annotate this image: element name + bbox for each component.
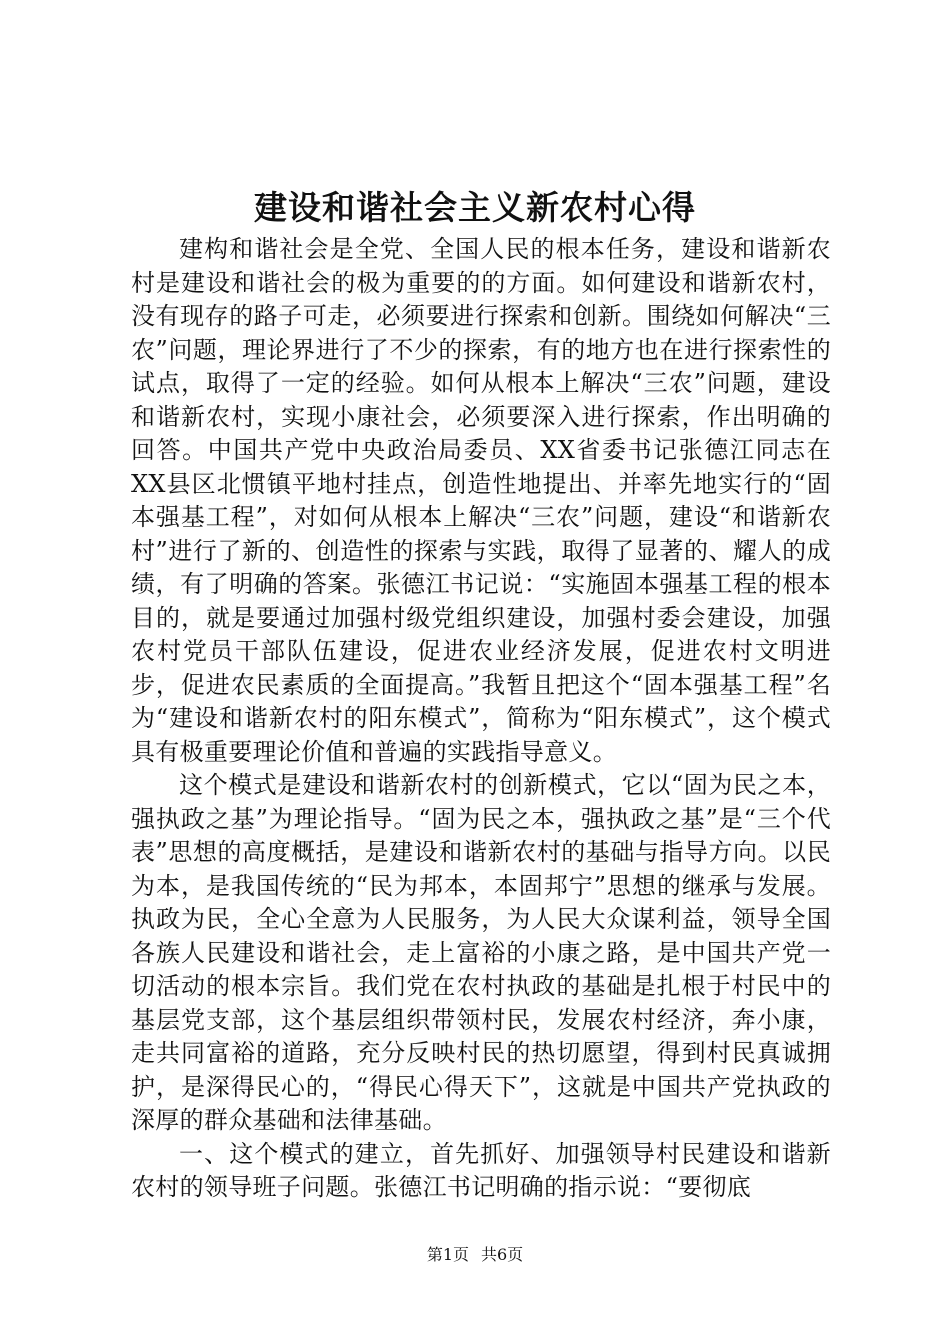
paragraph-1: 建构和谐社会是全党、全国人民的根本任务，建设和谐新农村是建设和谐社会的极为重要的的方面。如何建设和谐新农村，没有现存的路子可走，必须要进行探索和创新。围绕如何解决“三农”问题，理论界进行了不少的探索，有的地方也在进行探索性的试点，取得了一定的经验。如何从根本上解决“三农”问题，建设和谐新农村，实现小康社会，必须要深入进行探索，作出明确的回答。中国共产党中央政治局委员、XX省委书记张德江同志在XX县区北惯镇平地村挂点，创造性地提出、并率先地实行的“固本强基工程”，对如何从根本上解决“三农”问题，建设“和谐新农村”进行了新的、创造性的探索与实践，取得了显著的、耀人的成绩，有了明确的答案。张德江书记说：“实施固本强基工程的根本目的，就是要通过加强村级党组织建设，加强村委会建设，加强农村党员干部队伍建设，促进农业经济发展，促进农村文明进步，促进农民素质的全面提高。”我暂且把这个“固本强基工程”名为“建设和谐新农村的阳东模式”，简称为“阳东模式”，这个模式具有极重要理论价值和普遍的实践指导意义。 — [131, 235, 831, 766]
page-footer — [0, 1244, 950, 1266]
document-body — [131, 233, 831, 1205]
document-title: 建设和谐社会主义新农村心得 — [254, 188, 696, 227]
page-total: 共6页 — [481, 1245, 524, 1264]
paragraph-3: 一、这个模式的建立，首先抓好、加强领导村民建设和谐新农村的领导班子问题。张德江书记明确的指示说：“要彻底 — [131, 1139, 831, 1201]
page-number: 第1页 — [426, 1245, 469, 1264]
paragraph-2: 这个模式是建设和谐新农村的创新模式，它以“固为民之本，强执政之基”为理论指导。“固为民之本，强执政之基”是“三个代表”思想的高度概括，是建设和谐新农村的基础与指导方向。以民为本，是我国传统的“民为邦本，本固邦宁”思想的继承与发展。执政为民，全心全意为人民服务，为人民大众谋利益，领导全国各族人民建设和谐社会，走上富裕的小康之路，是中国共产党一切活动的根本宗旨。我们党在农村执政的基础是扎根于村民中的基层党支部，这个基层组织带领村民，发展农村经济，奔小康，走共同富裕的道路，充分反映村民的热切愿望，得到村民真诚拥护，是深得民心的，“得民心得天下”，这就是中国共产党执政的深厚的群众基础和法律基础。 — [131, 771, 831, 1134]
